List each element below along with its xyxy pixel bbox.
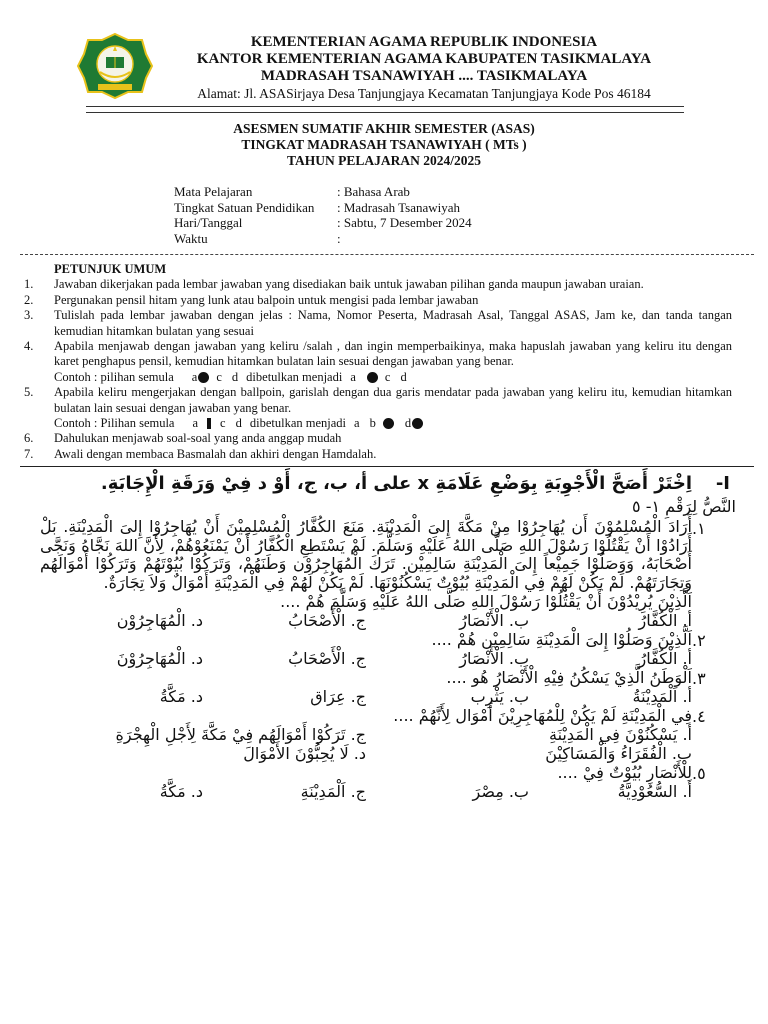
option-d: د. مَكَّةُ	[159, 687, 203, 706]
filled-bubble-icon	[412, 418, 423, 429]
exam-title	[0, 121, 768, 169]
instruction-item	[24, 339, 732, 370]
question-stem: فِي الْمَدِيْنَةِ لَمْ يَكُنْ لِلْمُهَاجِرِيْنَ أَمْوَال لِأَنَّهُمْ ....	[393, 706, 692, 725]
school-address: Alamat: Jl. ASASirjaya Desa Tanjungjaya Kecamatan Tanjungjaya Kode Pos 46184	[197, 86, 651, 101]
question-stem: لِلْأَنْصَارِ بُيُوْتٌ فِيْ ....	[557, 763, 692, 782]
option-a: أ. الْكُفَّارُ	[638, 611, 692, 630]
info-row-time	[174, 231, 472, 247]
instruction-number: 3.	[24, 308, 34, 323]
ministry-name: KEMENTERIAN AGAMA REPUBLIK INDONESIA	[250, 34, 598, 50]
option-c: ج. اَلْمَدِيْنَةِ	[300, 782, 366, 801]
instruction-number: 1.	[24, 277, 34, 292]
option-d: د. الْمُهَاجِرُوْن	[116, 611, 203, 630]
instruction-text: Jawaban dikerjakan pada lembar jawaban yang disediakan baik untuk jawaban pilihan ganda maupun jawaban uraian.	[54, 277, 644, 292]
instruction-item	[24, 385, 732, 416]
question-number: ٣.	[692, 669, 706, 688]
letterhead-divider	[86, 106, 684, 113]
arabic-section	[40, 472, 736, 801]
option-letter: a	[192, 416, 199, 431]
info-value: :	[337, 230, 341, 246]
question-4	[40, 706, 730, 763]
info-label: Mata Pelajaran	[174, 184, 253, 199]
question-body	[40, 630, 692, 668]
question-number: ١.	[692, 519, 706, 538]
question-body	[40, 668, 692, 706]
question-5	[40, 763, 730, 801]
question-body	[40, 706, 692, 763]
option-letter: d	[235, 416, 242, 431]
answer-options	[40, 782, 692, 801]
option-b: ب. مِصْرَ	[472, 782, 529, 801]
question-number: ٤.	[692, 707, 706, 726]
option-b: ب. يَثْرِب	[470, 687, 529, 706]
answer-options	[40, 649, 692, 668]
question-stem: اَلَّذِيْنَ وَصَلُوْا إِلىَ الْمَدِيْنَةِ سَالِمِيْن هُمْ ....	[431, 630, 692, 649]
option-c: ج. الْأَصْحَابُ	[288, 611, 366, 630]
option-b: ب. الْأَنْصَارُ	[459, 649, 529, 668]
filled-bubble-icon	[383, 418, 394, 429]
option-letter: d	[400, 369, 407, 384]
info-label: Waktu	[174, 230, 208, 246]
example-middle: dibetulkan menjadi	[249, 416, 347, 431]
general-instructions	[24, 262, 732, 462]
school-name: MADRASAH TSANAWIYAH .... TASIKMALAYA	[260, 68, 588, 84]
option-letter: b	[369, 416, 376, 431]
instruction-text: Apabila menjawab dengan jawaban yang keliru /salah , dan ingin memperbaikinya, maka hapuslah jawaban yang keliru itu dengan karet penghapus pensil, kemudian hitamkan bulatan lain sesuai dengan jawaban yang benar.	[54, 339, 732, 369]
option-letter: c	[220, 416, 226, 431]
office-name: KANTOR KEMENTERIAN AGAMA KABUPATEN TASIKMALAYA	[196, 51, 652, 67]
instruction-number: 7.	[24, 446, 34, 461]
answer-options	[40, 687, 692, 706]
option-b: ب. الْفُقَرَاءُ وَالْمَسَاكِيْنَ	[545, 744, 692, 763]
exam-title-line-3: TAHUN PELAJARAN 2024/2025	[286, 153, 481, 168]
answer-options	[40, 611, 692, 630]
instruction-number: 2.	[24, 292, 34, 307]
letterhead	[0, 30, 768, 105]
option-letter: c	[384, 369, 391, 384]
section-number: I-	[715, 473, 730, 494]
option-a: أ. السُّعُوْدِيَّةُ	[617, 782, 692, 801]
instruction-item	[24, 431, 732, 446]
option-d: د. الْمُهَاجِرُوْنَ	[116, 649, 203, 668]
instruction-item	[24, 277, 732, 292]
option-letter: c	[216, 369, 222, 384]
option-letter: d	[231, 369, 239, 384]
info-row-subject	[174, 184, 472, 200]
option-d: د. لَا يُحِبُّوْنَ الأَمْوَالَ	[243, 744, 366, 763]
question-stem: اَلَّذِيْنَ يُرِيْدُوْنَ أَنْ يَقْتُلُوْا رَسُوْلَ اللهِ صَلَّى اللهُ عَلَيْهِ وَسَلَّمَ هُمْ ....	[280, 592, 692, 611]
option-a: أ. يَسْكُنُوْنَ فِي الْمَدِيْنَةِ	[548, 725, 692, 744]
option-b: ب. الْأَنْصَارُ	[459, 611, 529, 630]
info-value: : Bahasa Arab	[337, 184, 410, 199]
option-letter: a	[354, 416, 360, 431]
instruction-text: Apabila keliru mengerjakan dengan ballpoin, garislah dengan dua garis mendatar pada jawaban yang keliru itu, kemudian hitamkan bulatan lain sesuai dengan jawaban yang benar.	[54, 385, 732, 415]
option-c: ج. الْأَصْحَابُ	[288, 649, 366, 668]
instruction-item	[24, 308, 732, 339]
instruction-number: 4.	[24, 339, 34, 354]
question-2	[40, 630, 730, 668]
exam-title-line-2: TINGKAT MADRASAH TSANAWIYAH ( MTs )	[241, 137, 527, 152]
example-middle: dibetulkan menjadi	[246, 369, 343, 384]
reading-passage: أَرَادَ الْمُسْلِمُوْنَ أَن يُهَاجِرُوْا مِنْ مَكَّةَ إِلىَ الْمَدِيْنَةِ. مَنَعَ الكُفَّارُ الْمُسْلِمِيْنَ أَنْ يُهَاجِرُوْا إِلىَ الْمَدِيْنَةِ. بَلْ أَرَادُوْا أَنْ يَقْتُلُوْا رَسُوْلَ اللهِ صَلَّى اللهُ عَلَيْهِ وَسَلَّمَ. لَمْ يَسْتَطِعِ الْكُفَّارُ أَنْ يَمْنَعُوْهُمْ، لِأَنَّ اللهَ نَجَّاهُ وَنَجَّى أَصْحَابَهُ، وَوَصَلُوْا جَمِيْعاً إِلىَ الْمَدِيْنَةِ سَالِمِيْن. تَرَكَ الْمُهَاجِرُوْن وَطَنَهُمْ، وَتَرَكُوْا بُيُوْتَهُمْ وَتَرَكُوْا أَمْوَالَهُم وَتِجَارَتَهُمْ. لَمْ يَكُنْ لَهُمْ فِي الْمَدِيْنَةِ بُيُوْتٌ يَسْكُنُوْنَهَا. لَمْ يَكُنْ لَهُمْ فِي الْمَدِيْنَةِ أَمْوَالٌ وَلاَ تِجَارَةٌ.	[40, 517, 692, 592]
example-correction-ballpoint	[54, 416, 732, 431]
answer-options	[40, 725, 692, 763]
instruction-text: Tulislah pada lembar jawaban dengan jelas : Nama, Nomor Peserta, Madrasah Asal, Tanggal ASAS, Jam ke, dan tanda tangan kemudian hitamkan bulatan yang sesuai	[54, 308, 732, 338]
instruction-item	[24, 293, 732, 308]
section-instruction: اِخْتَرْ أَصَحَّ الْأَجْوِبَةِ بِوَضْعِ عَلَامَةِ x على أ، ب، ج، أَوْ د فِيْ وَرَقَةِ الْإِجَابَةِ.	[100, 473, 692, 494]
instruction-text: Awali dengan membaca Basmalah dan akhiri dengan Hamdalah.	[54, 446, 377, 461]
letterhead-text	[150, 34, 698, 103]
section-divider	[20, 466, 754, 467]
question-body	[40, 518, 692, 630]
example-prefix: Contoh : Pilihan semula	[54, 416, 175, 431]
info-value: : Madrasah Tsanawiyah	[337, 199, 461, 215]
question-number: ٢.	[692, 631, 706, 650]
question-1	[40, 518, 730, 630]
info-value: : Sabtu, 7 Desember 2024	[337, 215, 472, 230]
filled-bubble-icon	[198, 372, 209, 383]
kemenag-logo	[76, 32, 154, 100]
dashed-divider	[20, 254, 754, 255]
instruction-number: 6.	[24, 431, 34, 446]
question-stem: اَلْوَطَنُ الَّذِيْ يَسْكُنُ فِيْهِ الْأَنْصَارُ هُو ....	[446, 668, 692, 687]
question-body	[40, 763, 692, 801]
instruction-text: Dahulukan menjawab soal-soal yang anda anggap mudah	[54, 431, 342, 446]
exam-title-line-1: ASESMEN SUMATIF AKHIR SEMESTER (ASAS)	[233, 121, 535, 136]
option-letter: a	[191, 369, 198, 384]
option-d: د. مَكَّةُ	[159, 782, 203, 801]
info-label: Hari/Tanggal	[174, 215, 243, 230]
info-label: Tingkat Satuan Pendidikan	[174, 199, 315, 215]
option-a: أ. اَلْمَدِيْنَةُ	[632, 687, 692, 706]
question-number: ٥.	[692, 764, 706, 783]
struck-bubble-icon	[207, 418, 211, 429]
exam-info	[174, 184, 472, 246]
instruction-item	[24, 447, 732, 462]
question-3	[40, 668, 730, 706]
instruction-text: Pergunakan pensil hitam yang lunk atau balpoin untuk mengisi pada lembar jawaban	[54, 292, 479, 307]
option-c: ج. عِرَاق	[310, 687, 366, 706]
example-correction-pencil	[54, 370, 732, 385]
instruction-number: 5.	[24, 385, 34, 400]
info-row-level	[174, 200, 472, 216]
example-prefix: Contoh : pilihan semula	[54, 369, 174, 384]
option-c: ج. تَرَكُوْا أَمْوَالَهُم فِيْ مَكَّةَ لِأَجْلِ الْهِجْرَةِ	[115, 725, 366, 744]
option-a: أ. الْكُفَّارُ	[638, 649, 692, 668]
passage-title: النَّصُّ لِرَقْمِ ١- ٥	[632, 497, 736, 516]
instructions-title: PETUNJUK UMUM	[54, 262, 167, 276]
option-letter: a	[350, 369, 356, 384]
option-letter: d	[404, 416, 412, 431]
info-row-date	[174, 215, 472, 231]
section-heading	[40, 472, 730, 496]
filled-bubble-icon	[367, 372, 378, 383]
